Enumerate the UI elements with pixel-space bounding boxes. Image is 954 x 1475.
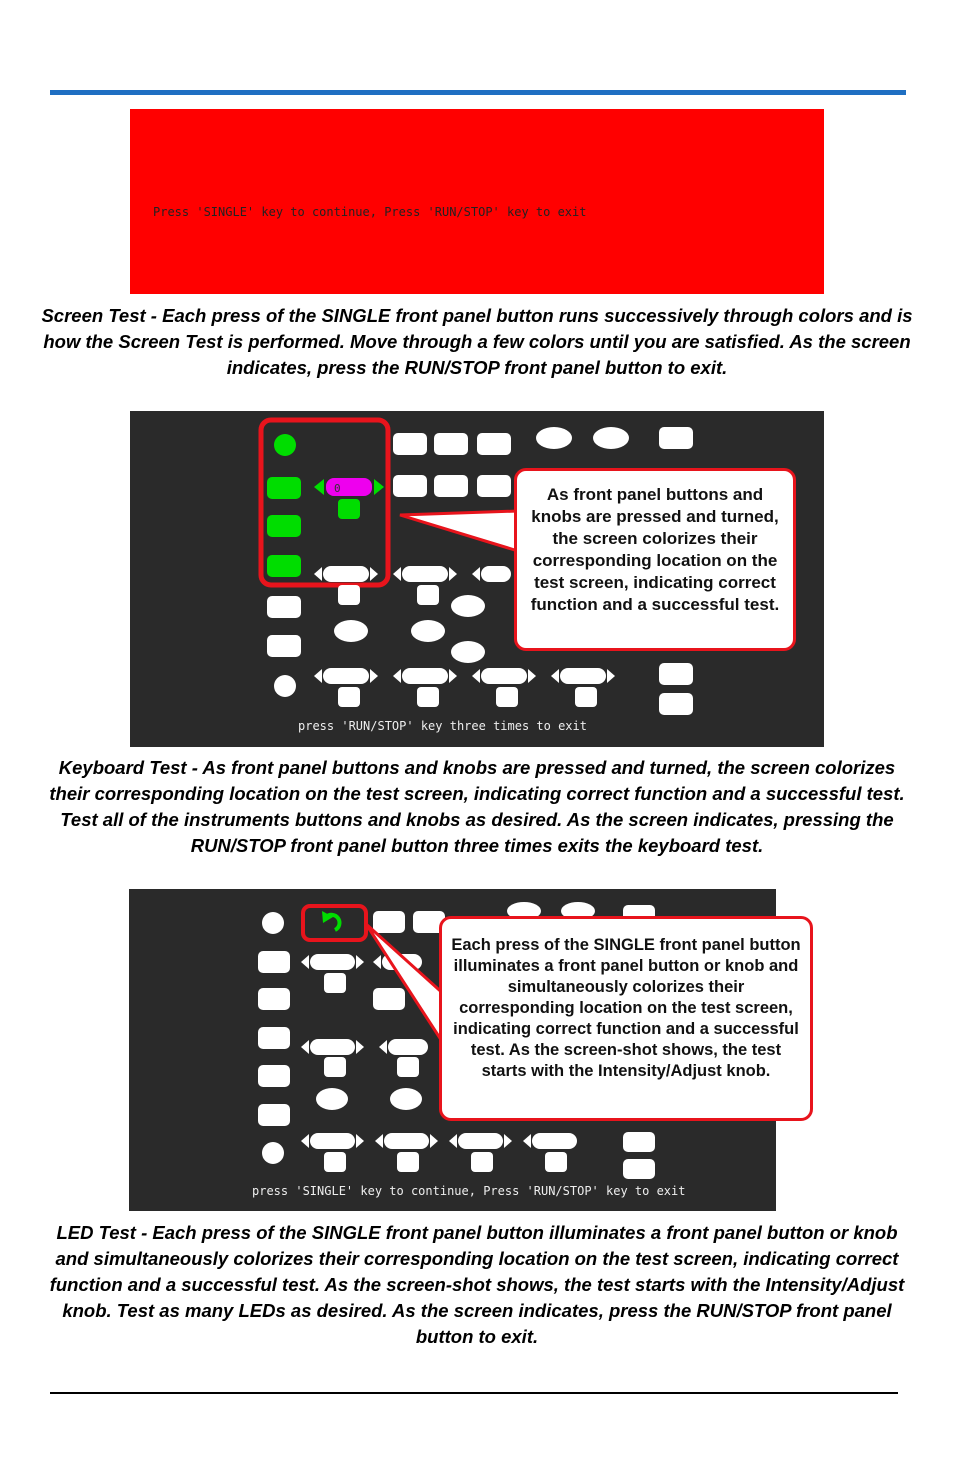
knob-value: 0 — [334, 482, 341, 495]
header-rule — [50, 90, 906, 95]
screen-test-screenshot — [130, 109, 824, 294]
keyboard-test-caption: Keyboard Test - As front panel buttons and knobs are pressed and turned, the screen colorizes their corresponding location on the test screen, indicating correct function and a successful test. Test all of the instruments buttons and knobs as desired. As the screen indicates, pressing the RUN/STOP front panel button three times exits the keyboard test. — [49, 757, 905, 856]
keyboard-test-screenshot — [130, 411, 824, 747]
screen-test-prompt: Press 'SINGLE' key to continue, Press 'RUN/STOP' key to exit — [153, 205, 587, 219]
led-test-screenshot — [129, 889, 801, 1211]
keyboard-test-prompt: press 'RUN/STOP' key three times to exit — [298, 719, 587, 733]
footer-rule — [50, 1392, 898, 1394]
led-test-caption: LED Test - Each press of the SINGLE front panel button illuminates a front panel button or knob and simultaneously colorizes their corresponding location on the test screen, indicating correct function and a successful test. As the screen-shot shows, the test starts with the Intensity/Adjust knob. Test as many LEDs as desired. As the screen indicates, press the RUN/STOP front panel button to exit. — [49, 1222, 905, 1347]
led-test-prompt: press 'SINGLE' key to continue, Press 'RUN/STOP' key to exit — [252, 1184, 686, 1198]
screen-test-caption: Screen Test - Each press of the SINGLE front panel button runs successively through colors and is how the Screen Test is performed. Move through a few colors until you are satisfied. As the screen indicates, press the RUN/STOP front panel button to exit. — [41, 305, 913, 378]
led-test-callout: Each press of the SINGLE front panel button illuminates a front panel button or knob and simultaneously colorizes their corresponding location on the test screen, indicating correct function and a successful test. As the screen-shot shows, the test starts with the Intensity/Adjust knob. — [439, 916, 813, 1121]
keyboard-test-callout: As front panel buttons and knobs are pressed and turned, the screen colorizes their corresponding location on the test screen, indicating correct function and a successful test. — [514, 468, 796, 651]
